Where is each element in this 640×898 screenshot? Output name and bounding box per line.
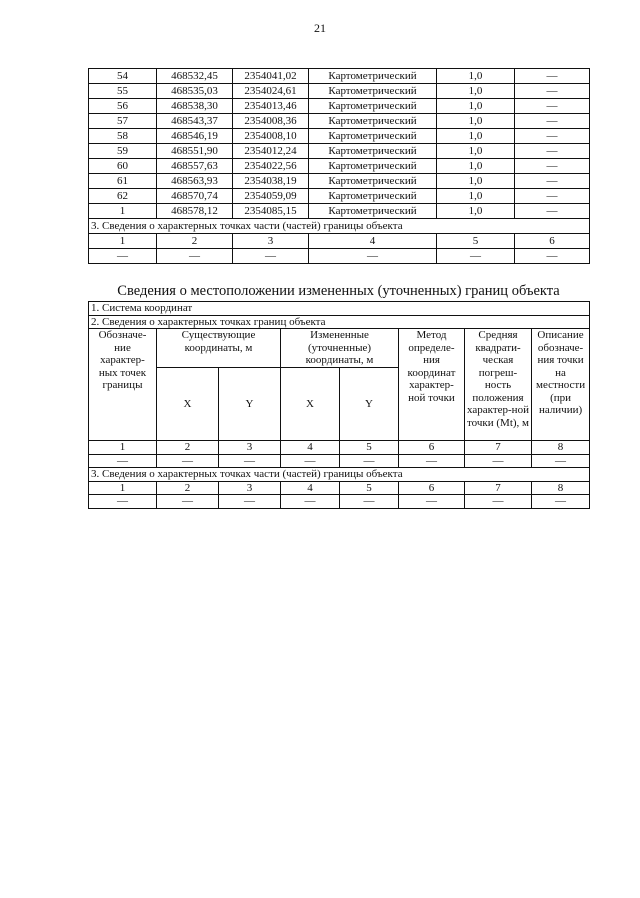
table-cell: 1,0 xyxy=(437,129,515,144)
table-cell: 2354059,09 xyxy=(233,189,309,204)
header-x-changed: X xyxy=(281,368,340,441)
table-cell: 2 xyxy=(157,481,219,495)
table-cell: 56 xyxy=(89,99,157,114)
table-cell: — xyxy=(281,454,340,468)
header-description: Описание обозначе-ния точки на местности (при наличии) xyxy=(532,329,590,441)
table-cell: 2354012,24 xyxy=(233,144,309,159)
table-row xyxy=(89,129,590,144)
table-cell: Картометрический xyxy=(309,84,437,99)
section-title: Сведения о местоположении измененных (уточненных) границ объекта xyxy=(117,283,560,299)
table-row xyxy=(89,441,590,455)
table-cell: 59 xyxy=(89,144,157,159)
table-cell: 468538,30 xyxy=(157,99,233,114)
table-cell: 4 xyxy=(309,234,437,249)
table-cell: Картометрический xyxy=(309,204,437,219)
header-changed-coords: Измененные (уточненные) координаты, м xyxy=(281,329,399,368)
table-cell: — xyxy=(465,454,532,468)
table-cell: 2354008,36 xyxy=(233,114,309,129)
table-cell: 3 xyxy=(233,234,309,249)
table-cell: 8 xyxy=(532,481,590,495)
table-cell: 58 xyxy=(89,129,157,144)
table-cell: Картометрический xyxy=(309,129,437,144)
table-cell: — xyxy=(399,495,465,509)
table-cell: 2 xyxy=(157,441,219,455)
header-y-changed: Y xyxy=(340,368,399,441)
table-cell: — xyxy=(515,144,590,159)
table-cell: — xyxy=(515,204,590,219)
table-cell: Картометрический xyxy=(309,99,437,114)
changed-boundaries-table xyxy=(88,301,590,509)
table-cell: — xyxy=(89,249,157,264)
table-row xyxy=(89,454,590,468)
table-cell: — xyxy=(465,495,532,509)
table-cell: 2354085,15 xyxy=(233,204,309,219)
table-cell: — xyxy=(233,249,309,264)
table-cell: 7 xyxy=(465,441,532,455)
table-cell: 1,0 xyxy=(437,174,515,189)
table-cell: — xyxy=(515,69,590,84)
table-cell: 6 xyxy=(399,441,465,455)
header-accuracy: Средняя квадрати-ческая погреш-ность положения характер-ной точки (Mt), м xyxy=(465,329,532,441)
table-cell: — xyxy=(157,495,219,509)
table-row xyxy=(89,495,590,509)
table-cell: — xyxy=(532,454,590,468)
table-cell: — xyxy=(340,454,399,468)
table-cell: — xyxy=(515,159,590,174)
table-cell: 468563,93 xyxy=(157,174,233,189)
table-cell: — xyxy=(157,454,219,468)
table-cell: — xyxy=(437,249,515,264)
table-row xyxy=(89,99,590,114)
table-cell: Картометрический xyxy=(309,114,437,129)
table-row xyxy=(89,144,590,159)
table-cell: — xyxy=(157,249,233,264)
table-cell: 4 xyxy=(281,481,340,495)
table-cell: 4 xyxy=(281,441,340,455)
table-cell: 5 xyxy=(340,441,399,455)
table-cell: — xyxy=(515,249,590,264)
table-cell: 1,0 xyxy=(437,144,515,159)
points-section-label: 2. Сведения о характерных точках границ объекта xyxy=(89,315,590,329)
table-cell: 1 xyxy=(89,234,157,249)
table-cell: 6 xyxy=(515,234,590,249)
table-cell: 468570,74 xyxy=(157,189,233,204)
table-cell: — xyxy=(532,495,590,509)
table-cell: — xyxy=(515,84,590,99)
table-cell: 2354013,46 xyxy=(233,99,309,114)
table-cell: — xyxy=(219,454,281,468)
table-cell: — xyxy=(281,495,340,509)
table-row xyxy=(89,174,590,189)
table-cell: Картометрический xyxy=(309,159,437,174)
table-cell: 468543,37 xyxy=(157,114,233,129)
table-cell: 1,0 xyxy=(437,84,515,99)
table-cell: — xyxy=(515,174,590,189)
table-row xyxy=(89,189,590,204)
table-cell: 1,0 xyxy=(437,114,515,129)
table-cell: — xyxy=(515,114,590,129)
table-cell: 60 xyxy=(89,159,157,174)
table-cell: — xyxy=(340,495,399,509)
header-method: Метод определе-ния координат характер-ной точки xyxy=(399,329,465,441)
table-cell: 62 xyxy=(89,189,157,204)
table-cell: 1 xyxy=(89,481,157,495)
header-y-existing: Y xyxy=(219,368,281,441)
table-row xyxy=(89,249,590,264)
header-existing-coords: Существующие координаты, м xyxy=(157,329,281,368)
table-cell: 2354008,10 xyxy=(233,129,309,144)
table-cell: 5 xyxy=(437,234,515,249)
table-cell: 55 xyxy=(89,84,157,99)
table-cell: 468557,63 xyxy=(157,159,233,174)
table-cell: — xyxy=(89,454,157,468)
table-row xyxy=(89,159,590,174)
table-cell: — xyxy=(515,129,590,144)
table-cell: 1,0 xyxy=(437,204,515,219)
table-cell: 3 xyxy=(219,441,281,455)
table-cell: 1,0 xyxy=(437,69,515,84)
points-table xyxy=(88,68,590,264)
table-row xyxy=(89,204,590,219)
table-cell: 5 xyxy=(340,481,399,495)
table-cell: 6 xyxy=(399,481,465,495)
table-cell: 1,0 xyxy=(437,159,515,174)
table-cell: Картометрический xyxy=(309,69,437,84)
table-cell: 1,0 xyxy=(437,99,515,114)
table-cell: — xyxy=(399,454,465,468)
table-cell: 468578,12 xyxy=(157,204,233,219)
table-cell: — xyxy=(515,99,590,114)
table-cell: 468551,90 xyxy=(157,144,233,159)
table-cell: 2354041,02 xyxy=(233,69,309,84)
table-cell: 1 xyxy=(89,441,157,455)
table-cell: Картометрический xyxy=(309,174,437,189)
table-cell: 468532,45 xyxy=(157,69,233,84)
table-cell: Картометрический xyxy=(309,144,437,159)
part-points-section-label: 3. Сведения о характерных точках части (частей) границы объекта xyxy=(89,219,590,234)
table-cell: 2 xyxy=(157,234,233,249)
table-cell: Картометрический xyxy=(309,189,437,204)
table-cell: 468546,19 xyxy=(157,129,233,144)
table-cell: — xyxy=(309,249,437,264)
part-points-section-label: 3. Сведения о характерных точках части (частей) границы объекта xyxy=(89,468,590,482)
table-row xyxy=(89,84,590,99)
table-row xyxy=(89,69,590,84)
header-point-designation: Обозначе-ние характер-ных точек границы xyxy=(89,329,157,441)
table-cell: 2354024,61 xyxy=(233,84,309,99)
table-cell: 2354038,19 xyxy=(233,174,309,189)
table-row xyxy=(89,234,590,249)
header-x-existing: X xyxy=(157,368,219,441)
table-row xyxy=(89,114,590,129)
table-cell: — xyxy=(219,495,281,509)
table-cell: 61 xyxy=(89,174,157,189)
table-cell: — xyxy=(89,495,157,509)
table-cell: 3 xyxy=(219,481,281,495)
table-cell: 1,0 xyxy=(437,189,515,204)
table-cell: 8 xyxy=(532,441,590,455)
table-row xyxy=(89,481,590,495)
table-cell: 54 xyxy=(89,69,157,84)
table-cell: 7 xyxy=(465,481,532,495)
coord-system-label: 1. Система координат xyxy=(89,302,590,316)
table-cell: 1 xyxy=(89,204,157,219)
table-cell: 57 xyxy=(89,114,157,129)
table-cell: — xyxy=(515,189,590,204)
table-cell: 468535,03 xyxy=(157,84,233,99)
page-number: 21 xyxy=(314,21,326,35)
table-cell: 2354022,56 xyxy=(233,159,309,174)
